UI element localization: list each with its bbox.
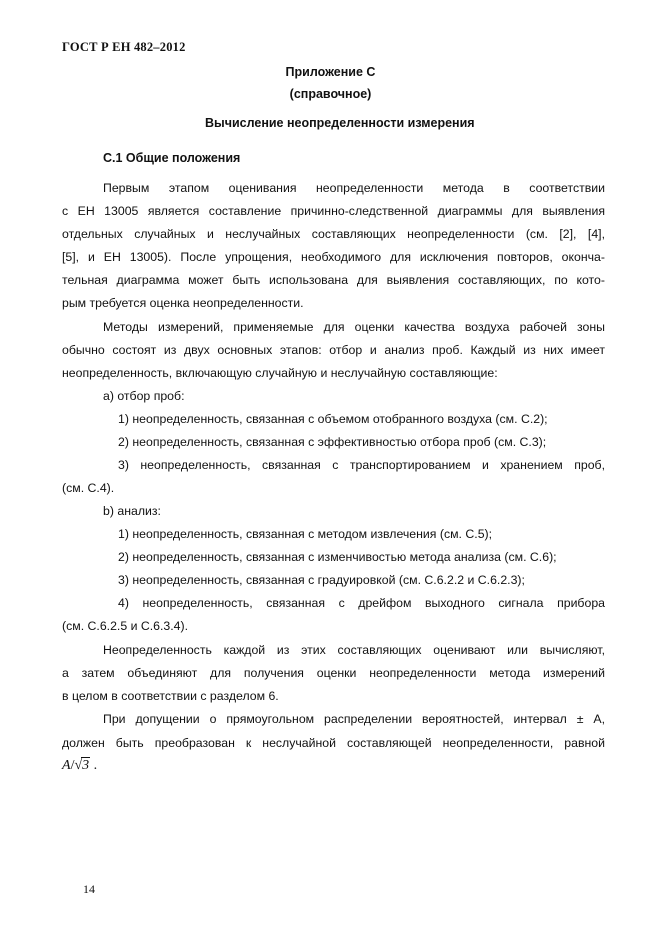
text-line: Первым этапом оценивания неопределенности метода в соответствии [103, 181, 605, 195]
formula-slash: / [70, 758, 75, 773]
text-line: тельная диаграмма может быть использована для выявления составляющих, по кото- [62, 273, 605, 287]
text-line: неопределенность, включающую случайную и неслучайную составляющие: [62, 366, 498, 380]
text-line: Неопределенность каждой из этих составляющих оценивают или вычисляют, [103, 643, 605, 657]
list-item: 1) неопределенность, связанная с объемом отобранного воздуха (см. С.2); [118, 412, 548, 426]
list-item: 1) неопределенность, связанная с методом извлечения (см. С.5); [118, 527, 493, 541]
text-line: При допущении о прямоугольном распределении вероятностей, интервал ± A, [103, 712, 605, 726]
list-item: а) отбор проб: [103, 389, 185, 403]
formula-radicand: 3 [82, 758, 90, 773]
document-code: ГОСТ Р ЕН 482–2012 [62, 40, 186, 54]
list-item: (см. С.4). [62, 481, 115, 495]
appendix-kind: (справочное) [289, 87, 372, 101]
text-line: должен быть преобразован к неслучайной составляющей неопределенности, равной [62, 736, 605, 750]
text-line: а затем объединяют для получения оценки неопределенности метода измерений [62, 666, 605, 680]
appendix-name: Приложение С [285, 65, 376, 79]
formula-tail: . [90, 758, 98, 773]
text-line: [5], и ЕН 13005). После упрощения, необходимого для исключения повторов, оконча- [62, 250, 605, 264]
section-heading: С.1 Общие положения [103, 151, 241, 165]
list-item: 3) неопределенность, связанная с транспортированием и хранением проб, [118, 458, 605, 472]
appendix-title: Вычисление неопределенности измерения [205, 116, 475, 130]
text-line: с ЕН 13005 является составление причинно-следственной диаграммы для выявления [62, 204, 605, 218]
formula-a-over-sqrt3 [62, 757, 97, 774]
formula-numerator: A [62, 758, 71, 773]
list-item: 2) неопределенность, связанная с изменчивостью метода анализа (см. С.6); [118, 550, 557, 564]
text-line: в целом в соответствии с разделом 6. [62, 689, 279, 703]
text-line: рым требуется оценка неопределенности. [62, 296, 304, 310]
page-number: 14 [83, 882, 95, 896]
list-item: 4) неопределенность, связанная с дрейфом выходного сигнала прибора [118, 596, 605, 610]
list-item: (см. С.6.2.5 и С.6.3.4). [62, 619, 189, 633]
text-line: Методы измерений, применяемые для оценки качества воздуха рабочей зоны [103, 320, 605, 334]
text-line: отдельных случайных и неслучайных составляющих неопределенности (см. [2], [4], [62, 227, 605, 241]
text-line: обычно состоят из двух основных этапов: отбор и анализ проб. Каждый из них имеет [62, 343, 605, 357]
list-item: b) анализ: [103, 504, 161, 518]
list-item: 3) неопределенность, связанная с градуировкой (см. С.6.2.2 и С.6.2.3); [118, 573, 525, 587]
formula-radical: √ [74, 758, 83, 773]
list-item: 2) неопределенность, связанная с эффективностью отбора проб (см. С.3); [118, 435, 547, 449]
